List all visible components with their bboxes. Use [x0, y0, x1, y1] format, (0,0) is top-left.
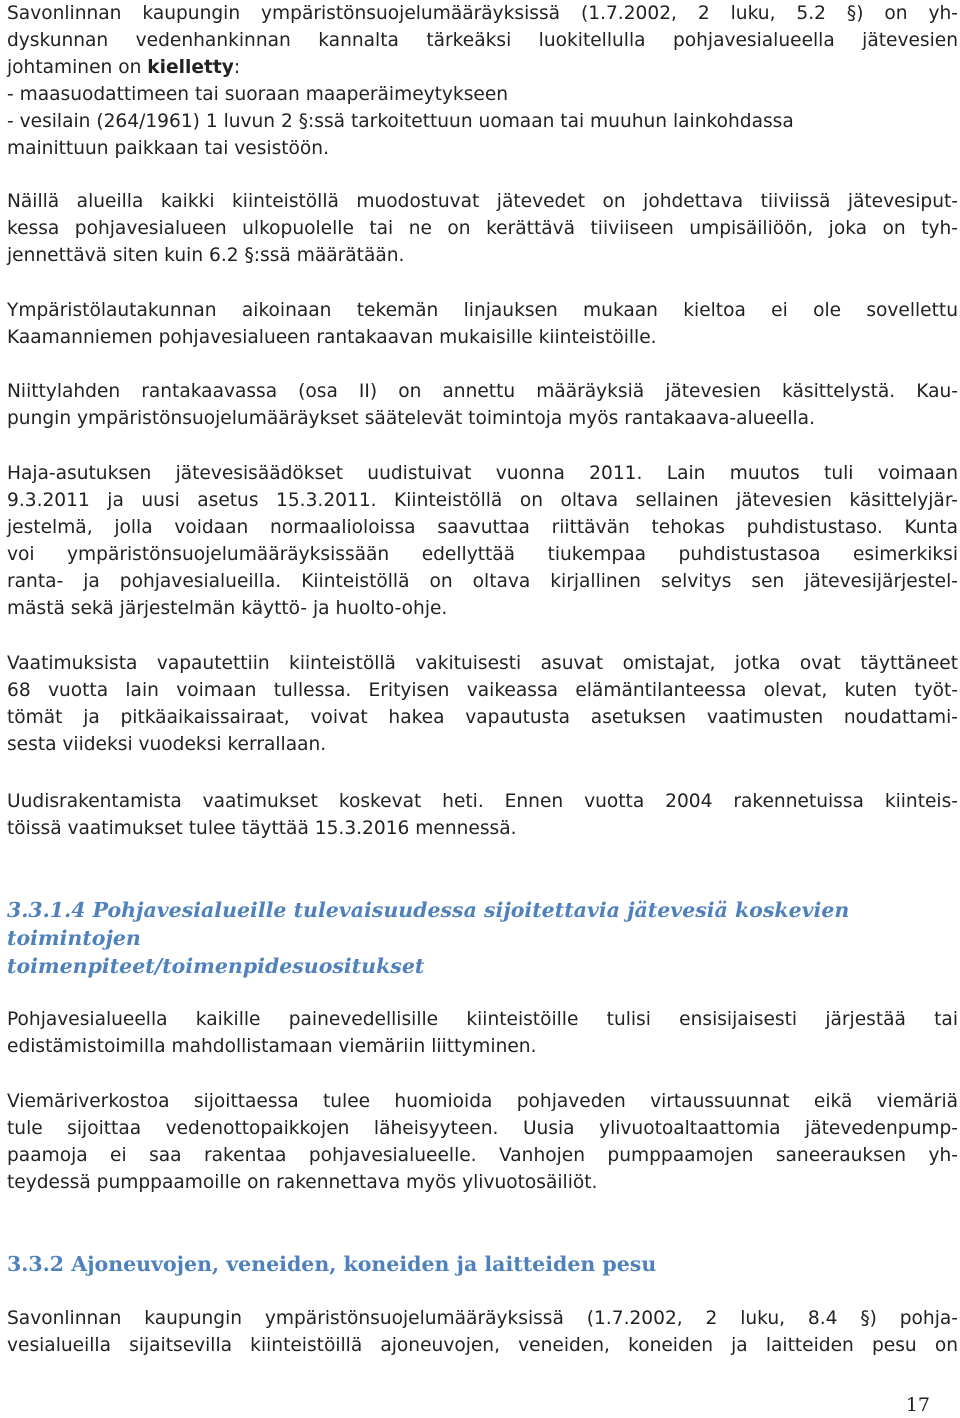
text-line: Haja-asutuksen jätevesisäädökset uudistuivat vuonna 2011. Lain muutos tuli voimaan — [7, 463, 958, 484]
text-line: 9.3.2011 ja uusi asetus 15.3.2011. Kiinteistöllä on oltava sellainen jätevesien käsittelyjär- — [7, 490, 958, 511]
text-line: töissä vaatimukset tulee täyttää 15.3.2016 mennessä. — [7, 818, 517, 839]
paragraph-exemptions — [7, 650, 958, 758]
text-line: Näillä alueilla kaikki kiinteistöllä muodostuvat jätevedet on johdettava tiiviissä jätevesiput- — [7, 191, 958, 212]
text-line: mästä sekä järjestelmän käyttö- ja huolto-ohje. — [7, 598, 448, 619]
text-line: Niittylahden rantakaavassa (osa II) on annettu määräyksiä jätevesien käsittelystä. Kau- — [7, 381, 958, 402]
text-span: : — [233, 57, 241, 78]
paragraph-new-construction — [7, 788, 958, 842]
text-line: mainittuun paikkaan tai vesistöön. — [7, 138, 330, 159]
text-line: vesialueilla sijaitsevilla kiinteistöillä ajoneuvojen, veneiden, koneiden ja laitteiden pesu on — [7, 1335, 958, 1356]
text-line: Uudisrakentamista vaatimukset koskevat heti. Ennen vuotta 2004 rakennetuissa kiinteis- — [7, 791, 958, 812]
text-line: ranta- ja pohjavesialueilla. Kiinteistöllä on oltava kirjallinen selvitys sen jätevesijärjestel- — [7, 571, 958, 592]
paragraph-vehicle-washing — [7, 1305, 958, 1359]
text-line: tömät ja pitkäaikaissairaat, voivat hakea vapautusta asetuksen vaatimusten noudattami- — [7, 707, 958, 728]
text-line: Savonlinnan kaupungin ympäristönsuojelumääräyksissä (1.7.2002, 2 luku, 8.4 §) pohja- — [7, 1308, 958, 1329]
page-number: 17 — [905, 1394, 930, 1416]
text-line: edistämistoimilla mahdollistamaan viemäriin liittyminen. — [7, 1036, 537, 1057]
text-line: Savonlinnan kaupungin ympäristönsuojelumääräyksissä (1.7.2002, 2 luku, 5.2 §) on yh- — [7, 3, 958, 24]
paragraph-sewer-connection — [7, 1006, 958, 1060]
section-heading-3-3-1-4 — [7, 896, 960, 980]
paragraph-kaamanniemi — [7, 297, 958, 351]
list-item: - maasuodattimeen tai suoraan maaperäimeytykseen — [7, 84, 509, 105]
text-line: pungin ympäristönsuojelumääräykset säätelevät toimintoja myös rantakaava-alueella. — [7, 408, 815, 429]
text-line: Pohjavesialueella kaikille painevedellisille kiinteistöille tulisi ensisijaisesti järjestää tai — [7, 1009, 958, 1030]
paragraph-regulation-intro — [7, 0, 958, 162]
text-line: 68 vuotta lain voimaan tullessa. Erityisen vaikeassa elämäntilanteessa olevat, kuten työt- — [7, 680, 958, 701]
text-line: Kaamanniemen pohjavesialueen rantakaavan mukaisille kiinteistöille. — [7, 327, 657, 348]
text-line: teydessä pumppaamoille on rakennettava myös ylivuotosäiliöt. — [7, 1172, 598, 1193]
text-line — [7, 54, 958, 81]
text-line: tule sijoittaa vedenottopaikkojen läheisyyteen. Uusia ylivuotoaltaattomia jätevedenpump- — [7, 1118, 958, 1139]
text-line: Ympäristölautakunnan aikoinaan tekemän linjauksen mukaan kieltoa ei ole sovellettu — [7, 300, 958, 321]
text-line: Viemäriverkostoa sijoittaessa tulee huomioida pohjaveden virtaussuunnat eikä viemäriä — [7, 1091, 958, 1112]
text-span: johtaminen on — [7, 57, 148, 78]
paragraph-wastewater-law — [7, 460, 958, 622]
text-line: jestelmä, jolla voidaan normaalioloissa saavuttaa riittävän tehokas puhdistustaso. Kunta — [7, 517, 958, 538]
text-line: voi ympäristönsuojelumääräyksissään edellyttää tiukempaa puhdistustasoa esimerkiksi — [7, 544, 958, 565]
paragraph-niittylahti — [7, 378, 958, 432]
heading-line: 3.3.1.4 Pohjavesialueille tulevaisuudessa sijoitettavia jätevesiä koskevien toimintojen — [7, 898, 850, 950]
text-line: jennettävä siten kuin 6.2 §:ssä määrätään. — [7, 245, 405, 266]
text-line: sesta viideksi vuodeksi kerrallaan. — [7, 734, 327, 755]
heading-line: toimenpiteet/toimenpidesuositukset — [7, 954, 425, 978]
text-line: paamoja ei saa rakentaa pohjavesialueelle. Vanhojen pumppaamojen saneerauksen yh- — [7, 1145, 958, 1166]
bold-prohibited: kielletty — [147, 57, 234, 78]
text-line: Vaatimuksista vapautettiin kiinteistöllä vakituisesti asuvat omistajat, jotka ovat täyttäneet — [7, 653, 958, 674]
paragraph-sewer-network — [7, 1088, 958, 1196]
paragraph-sewer-requirement — [7, 188, 958, 269]
text-line: kessa pohjavesialueen ulkopuolelle tai ne on kerättävä tiiviiseen umpisäiliöön, joka on tyh- — [7, 218, 958, 239]
section-heading-3-3-2: 3.3.2 Ajoneuvojen, veneiden, koneiden ja laitteiden pesu — [7, 1252, 657, 1276]
text-line: dyskunnan vedenhankinnan kannalta tärkeäksi luokitellulla pohjavesialueella jätevesien — [7, 30, 958, 51]
list-item: - vesilain (264/1961) 1 luvun 2 §:ssä tarkoitettuun uomaan tai muuhun lainkohdassa — [7, 111, 794, 132]
